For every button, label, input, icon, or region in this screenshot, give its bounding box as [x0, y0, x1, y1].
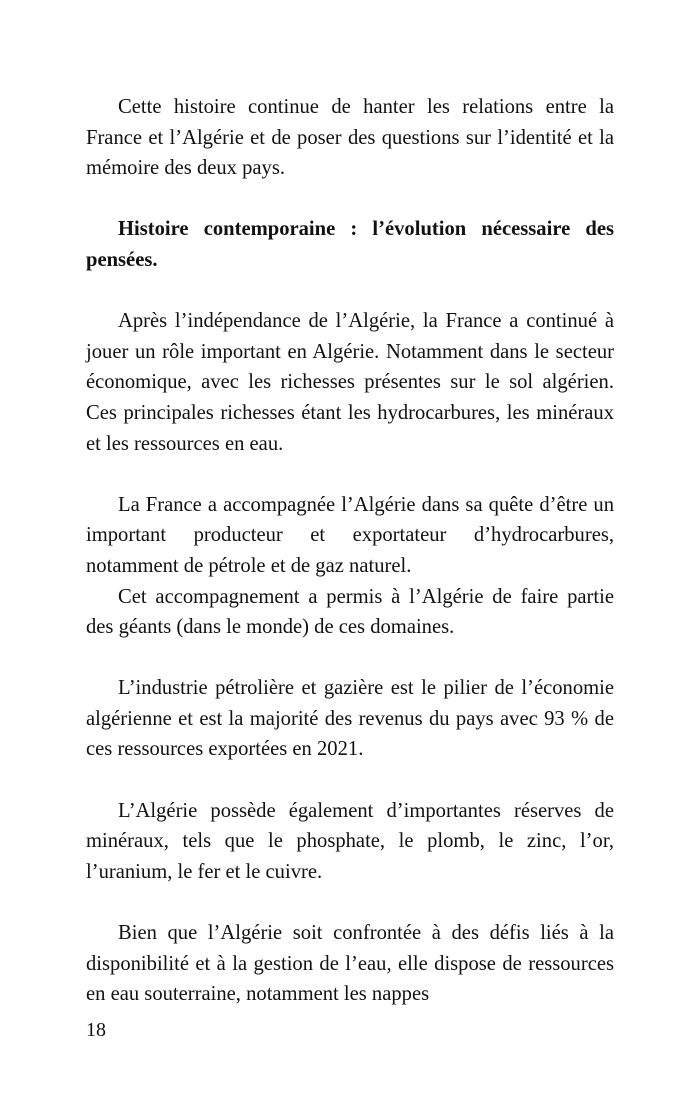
paragraph-after-independence: Après l’indépendance de l’Algérie, la France a continué à jouer un rôle important en Algérie. Notamment dans le secteur économique, avec les richesses présentes sur le sol algérien. Ces principales richesses étant les hydrocarbures, les minéraux et les ressources en eau.: [86, 310, 614, 455]
paragraph-history-continues: Cette histoire continue de hanter les relations entre la France et l’Algérie et de poser des questions sur l’identité et la mémoire des deux pays.: [86, 96, 614, 180]
paragraph-oil-gas-industry: L’industrie pétrolière et gazière est le pilier de l’économie algérienne et est la majorité des revenus du pays avec 93 % de ces ressources exportées en 2021.: [86, 677, 614, 761]
page-number: 18: [86, 1019, 106, 1041]
paragraph-water-resources: Bien que l’Algérie soit confrontée à des défis liés à la disponibilité et à la gestion de l’eau, elle dispose de ressources en eau souterraine, notamment les nappes: [86, 922, 614, 1006]
paragraph-hydrocarbon-producer: La France a accompagnée l’Algérie dans sa quête d’être un important producteur et exportateur d’hydrocarbures, notamment de pétrole et de gaz naturel.: [86, 493, 614, 577]
paragraph-mineral-reserves: L’Algérie possède également d’importantes réserves de minéraux, tels que le phosphate, le plomb, le zinc, l’or, l’uranium, le fer et le cuivre.: [86, 799, 614, 883]
section-heading-contemporary-history: Histoire contemporaine : l’évolution nécessaire des pensées.: [86, 218, 614, 271]
page-body-text: [86, 92, 614, 1010]
paragraph-accompaniment-giants: Cet accompagnement a permis à l’Algérie de faire partie des géants (dans le monde) de ces domaines.: [86, 585, 614, 639]
